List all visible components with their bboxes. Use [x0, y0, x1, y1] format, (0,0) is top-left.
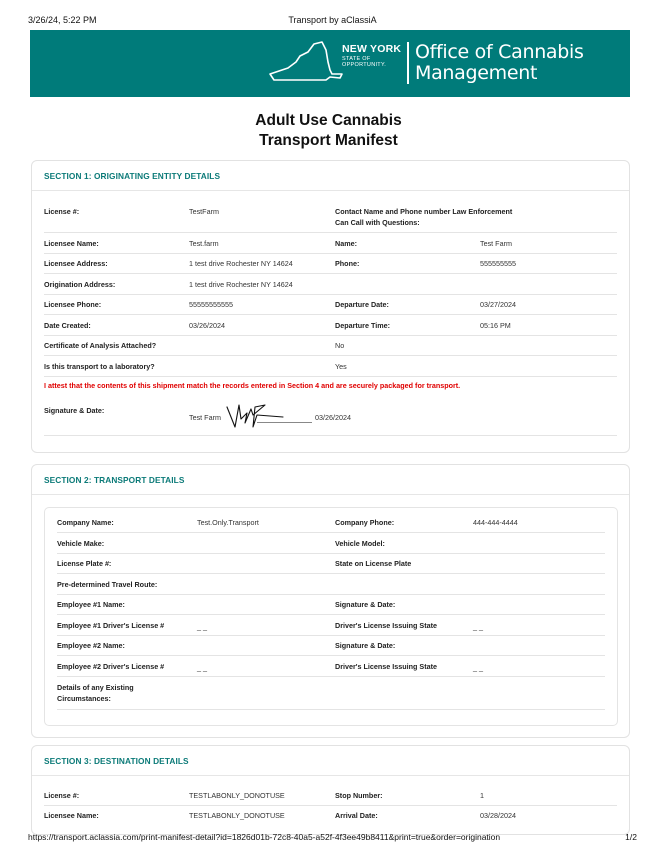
ny-logo-text — [342, 44, 401, 69]
divider — [57, 594, 605, 595]
coa-value: No — [335, 341, 345, 350]
employee2-name-label: Employee #2 Name: — [57, 641, 125, 650]
departure-time-label: Departure Time: — [335, 321, 390, 330]
departure-date-label: Departure Date: — [335, 300, 389, 309]
departure-date-value: 03/27/2024 — [480, 300, 516, 309]
date-created-label: Date Created: — [44, 321, 91, 330]
section1-card — [31, 160, 630, 453]
contact-phone-value: 555555555 — [480, 259, 516, 268]
ny-logo-line3: OPPORTUNITY. — [342, 62, 387, 68]
licensee-address-label: Licensee Address: — [44, 259, 108, 268]
section1-header — [32, 161, 629, 191]
employee1-dl-state-value: _ _ — [473, 622, 483, 631]
divider — [44, 253, 617, 254]
origination-address-label: Origination Address: — [44, 280, 116, 289]
handwritten-signature-icon — [225, 401, 285, 431]
doc-title-line1: Adult Use Cannabis — [255, 112, 402, 129]
employee1-name-label: Employee #1 Name: — [57, 600, 125, 609]
office-name — [415, 42, 584, 84]
company-name-label: Company Name: — [57, 518, 114, 527]
transport-details-box — [44, 507, 618, 726]
company-phone-label: Company Phone: — [335, 518, 395, 527]
licensee-address-value: 1 test drive Rochester NY 14624 — [189, 259, 293, 268]
employee2-dl-value: _ _ — [197, 663, 207, 672]
section3-header — [32, 746, 629, 776]
employee2-dl-state-label: Driver's License Issuing State — [335, 662, 437, 671]
divider — [57, 676, 605, 677]
divider — [57, 573, 605, 574]
arrival-date-value: 03/28/2024 — [480, 811, 516, 820]
contact-label-line1: Contact Name and Phone number Law Enforcement — [335, 207, 513, 216]
license-plate-label: License Plate #: — [57, 559, 112, 568]
destination-license-value: TESTLABONLY_DONOTUSE — [189, 791, 285, 800]
licensee-name-label: Licensee Name: — [44, 239, 99, 248]
section3-card — [31, 745, 630, 835]
contact-name-label: Name: — [335, 239, 357, 248]
circumstances-label-line1: Details of any Existing — [57, 683, 134, 692]
divider — [44, 273, 617, 274]
divider — [57, 614, 605, 615]
signature-line — [257, 422, 312, 423]
ocm-banner — [30, 30, 630, 97]
arrival-date-label: Arrival Date: — [335, 811, 378, 820]
employee1-signature-label: Signature & Date: — [335, 600, 396, 609]
divider — [44, 294, 617, 295]
divider — [57, 655, 605, 656]
licensee-phone-value: 55555555555 — [189, 300, 233, 309]
divider — [57, 553, 605, 554]
divider — [44, 335, 617, 336]
divider — [44, 314, 617, 315]
section2-card — [31, 464, 630, 738]
employee2-dl-label: Employee #2 Driver's License # — [57, 662, 165, 671]
license-label: License #: — [44, 207, 80, 216]
coa-label: Certificate of Analysis Attached? — [44, 341, 157, 350]
divider — [57, 532, 605, 533]
ny-logo-line2: STATE OF — [342, 55, 371, 62]
destination-licensee-name-value: TESTLABONLY_DONOTUSE — [189, 811, 285, 820]
contact-phone-label: Phone: — [335, 259, 360, 268]
divider — [57, 635, 605, 636]
section2-header — [32, 465, 629, 495]
print-title: Transport by aClassiA — [288, 15, 377, 25]
divider — [57, 709, 605, 710]
vehicle-model-label: Vehicle Model: — [335, 539, 385, 548]
laboratory-label: Is this transport to a laboratory? — [44, 362, 155, 371]
travel-route-label: Pre-determined Travel Route: — [57, 580, 158, 589]
company-phone-value: 444-444-4444 — [473, 518, 518, 527]
destination-license-label: License #: — [44, 791, 80, 800]
date-created-value: 03/26/2024 — [189, 321, 225, 330]
divider — [44, 805, 617, 806]
contact-label-line2: Can Call with Questions: — [335, 218, 420, 227]
origination-address-value: 1 test drive Rochester NY 14624 — [189, 280, 293, 289]
ny-logo-line1: NEW YORK — [342, 43, 402, 55]
section3-title: SECTION 3: DESTINATION DETAILS — [44, 756, 189, 766]
company-name-value: Test.Only.Transport — [197, 518, 259, 527]
employee2-dl-state-value: _ _ — [473, 663, 483, 672]
page-number: 1/2 — [625, 832, 637, 842]
license-value: TestFarm — [189, 207, 219, 216]
departure-time-value: 05:16 PM — [480, 321, 511, 330]
circumstances-label-line2: Circumstances: — [57, 694, 111, 703]
divider — [44, 376, 617, 377]
vehicle-make-label: Vehicle Make: — [57, 539, 105, 548]
section2-title: SECTION 2: TRANSPORT DETAILS — [44, 475, 185, 485]
state-plate-label: State on License Plate — [335, 559, 412, 568]
print-url: https://transport.aclassia.com/print-manifest-detail?id=1826d01b-72c8-40a5-a52f-4f3ee49b8411&print=true&order=origination — [28, 832, 501, 842]
laboratory-value: Yes — [335, 362, 347, 371]
divider — [44, 355, 617, 356]
licensee-phone-label: Licensee Phone: — [44, 300, 102, 309]
office-name-line1: Office of Cannabis — [415, 41, 584, 63]
stop-number-label: Stop Number: — [335, 791, 383, 800]
attestation-text: I attest that the contents of this shipment match the records entered in Section 4 and are securely packaged for transport. — [44, 381, 461, 390]
contact-name-value: Test Farm — [480, 239, 512, 248]
print-header — [28, 15, 637, 27]
signature-label: Signature & Date: — [44, 406, 105, 415]
doc-title-line2: Transport Manifest — [259, 132, 398, 149]
office-name-line2: Management — [415, 62, 538, 84]
print-datetime: 3/26/24, 5:22 PM — [28, 15, 97, 25]
licensee-name-value: Test.farm — [189, 239, 219, 248]
employee1-dl-state-label: Driver's License Issuing State — [335, 621, 437, 630]
logo-divider — [407, 42, 409, 84]
destination-licensee-name-label: Licensee Name: — [44, 811, 99, 820]
employee2-signature-label: Signature & Date: — [335, 641, 396, 650]
divider — [44, 435, 617, 436]
employee1-dl-label: Employee #1 Driver's License # — [57, 621, 165, 630]
divider — [44, 232, 617, 233]
employee1-dl-value: _ _ — [197, 622, 207, 631]
signature-date: 03/26/2024 — [315, 413, 351, 422]
signature-name: Test Farm — [189, 413, 221, 422]
stop-number-value: 1 — [480, 791, 484, 800]
new-york-state-map-icon — [266, 40, 346, 82]
section1-title: SECTION 1: ORIGINATING ENTITY DETAILS — [44, 171, 221, 181]
